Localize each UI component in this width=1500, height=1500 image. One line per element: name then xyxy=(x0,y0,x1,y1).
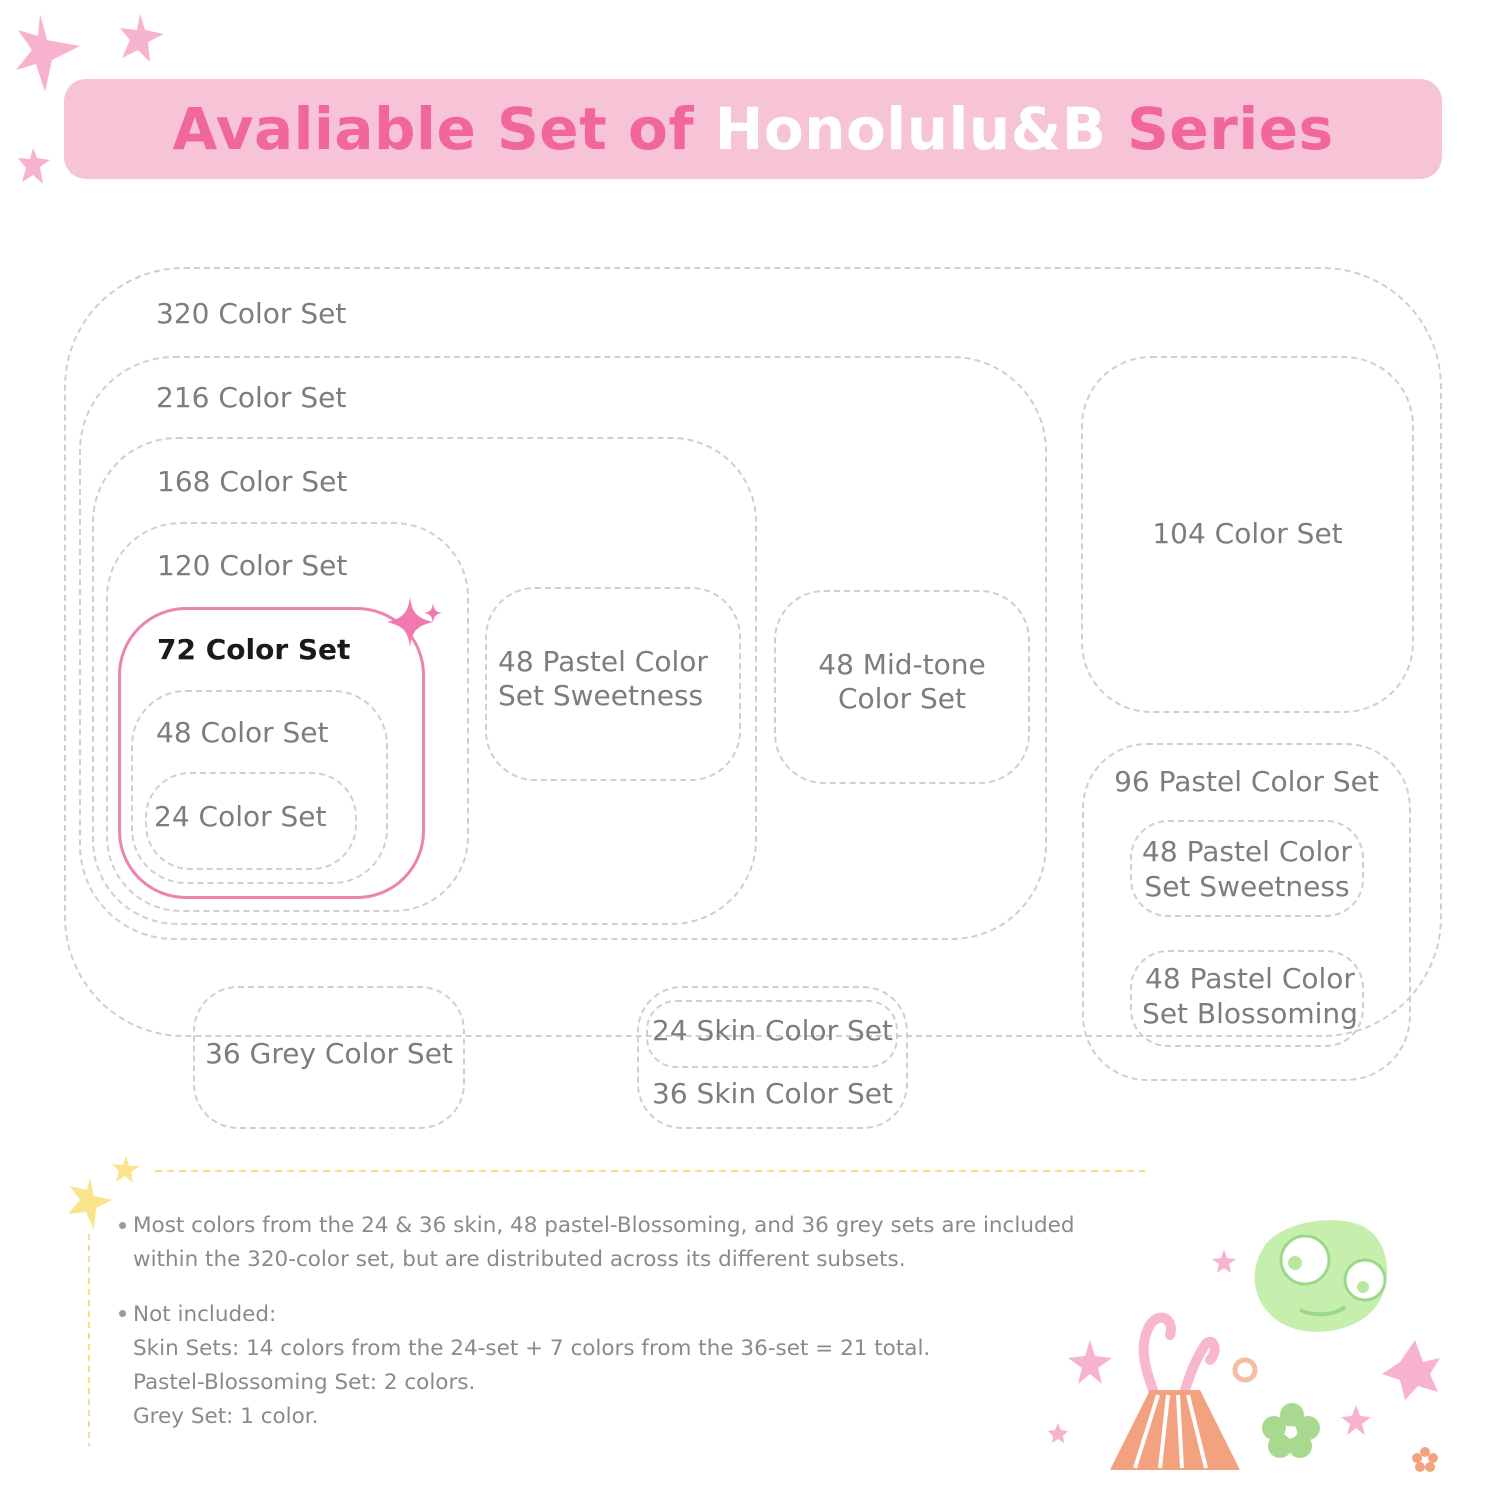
set-label-pastel-sweetness: 48 Pastel Color Set Sweetness xyxy=(498,645,708,712)
title-brand: Honolulu&B xyxy=(714,95,1107,163)
set-label-104: 104 Color Set xyxy=(1152,517,1343,550)
set-label-48: 48 Color Set xyxy=(156,716,329,749)
note-bullet xyxy=(119,1310,126,1317)
set-label-72: 72 Color Set xyxy=(157,633,351,666)
set-label-pastel-sweetness-sub: 48 Pastel Color Set Sweetness xyxy=(1142,835,1352,903)
note-2-head: Not included: xyxy=(133,1302,277,1327)
notes-divider xyxy=(155,1169,1145,1173)
set-label-pastel96: 96 Pastel Color Set xyxy=(1114,765,1379,798)
set-label-pastel-blossoming: 48 Pastel Color Set Blossoming xyxy=(1142,962,1358,1030)
set-label-skin36: 36 Skin Color Set xyxy=(652,1077,893,1110)
set-label-120: 120 Color Set xyxy=(157,549,348,582)
set-label-320: 320 Color Set xyxy=(156,297,347,330)
note-2-line-1: Skin Sets: 14 colors from the 24-set + 7 colors from the 36-set = 21 total. xyxy=(133,1336,931,1361)
set-label-grey36: 36 Grey Color Set xyxy=(205,1037,453,1070)
note-2-line-2: Pastel-Blossoming Set: 2 colors. xyxy=(133,1370,476,1395)
sparkle-icon xyxy=(385,595,445,655)
title-part-1: Avaliable Set of xyxy=(172,95,715,163)
flower-icon xyxy=(1040,1240,1460,1480)
note-1-line-2: within the 320-color set, but are distributed across its different subsets. xyxy=(133,1247,906,1272)
note-1-line-1: Most colors from the 24 & 36 skin, 48 pastel-Blossoming, and 36 grey sets are included xyxy=(133,1213,1075,1238)
set-label-midtone: 48 Mid-tone Color Set xyxy=(818,648,986,715)
set-label-168: 168 Color Set xyxy=(157,465,348,498)
title-banner xyxy=(64,79,1442,179)
note-2-line-3: Grey Set: 1 color. xyxy=(133,1404,319,1429)
set-label-216: 216 Color Set xyxy=(156,381,347,414)
set-label-24: 24 Color Set xyxy=(154,800,327,833)
page-title xyxy=(172,95,1333,163)
note-bullet xyxy=(119,1222,126,1229)
set-label-skin24: 24 Skin Color Set xyxy=(652,1014,893,1047)
title-part-3: Series xyxy=(1106,95,1334,163)
